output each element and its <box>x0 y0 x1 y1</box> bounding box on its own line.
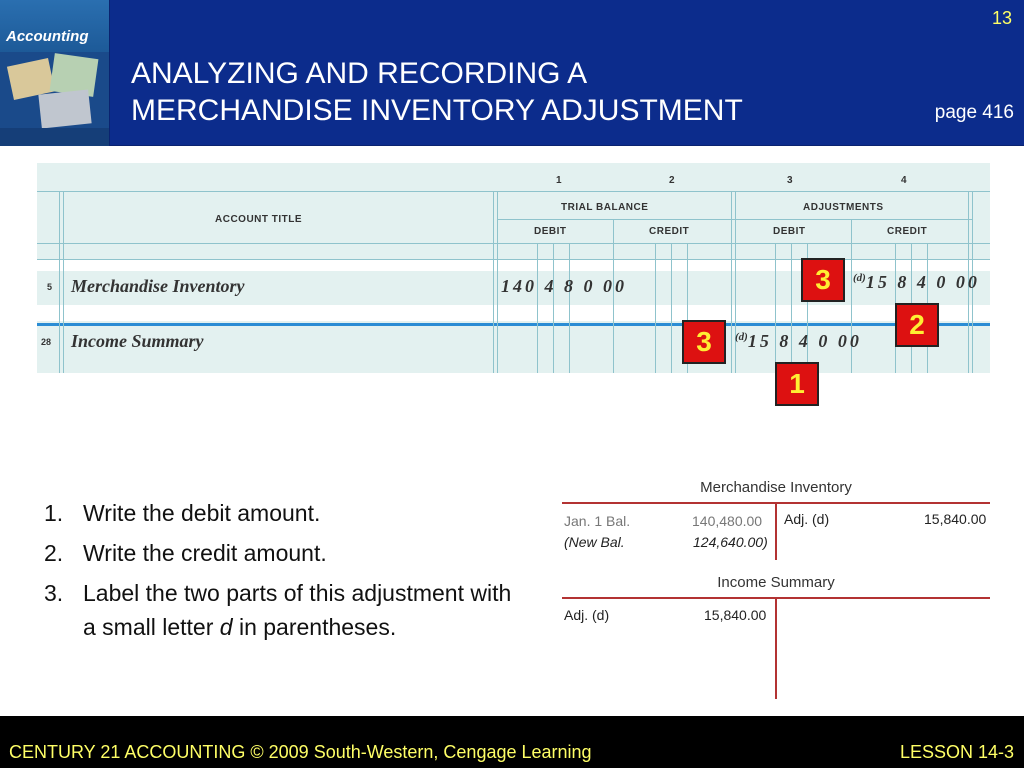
amount-value: 15 8 4 0 00 <box>865 272 980 292</box>
column-number: 4 <box>901 175 908 186</box>
trial-balance-header: TRIAL BALANCE <box>561 202 649 213</box>
callout-step-3: 3 <box>801 258 845 302</box>
step-text: Write the debit amount. <box>83 500 321 526</box>
adjustments-header: ADJUSTMENTS <box>803 202 884 213</box>
worksheet-rule <box>37 323 990 326</box>
worksheet-rule <box>791 243 792 373</box>
step-text-part: in parentheses. <box>232 614 397 640</box>
adj-debit-amount <box>735 331 862 352</box>
slide-title <box>131 55 851 129</box>
slide-title-line2: MERCHANDISE INVENTORY ADJUSTMENT <box>131 94 743 127</box>
t-account-title: Income Summary <box>717 574 835 591</box>
t-account-label: (New Bal. <box>564 534 625 550</box>
account-name: Merchandise Inventory <box>71 276 245 296</box>
step-number: 2. <box>44 540 64 566</box>
book-cover-tile <box>38 89 91 128</box>
worksheet-rule <box>671 243 672 373</box>
worksheet-rule <box>655 243 656 373</box>
slide-number: 13 <box>991 8 1012 28</box>
t-account-amount: 140,480.00 <box>692 513 763 529</box>
slide-title-line1: ANALYZING AND RECORDING A <box>131 57 588 90</box>
slide-header <box>0 0 1024 146</box>
step-number: 1. <box>44 500 64 526</box>
adj-credit-amount <box>853 272 980 293</box>
page-reference: page 416 <box>934 102 1014 123</box>
t-account-amount: 15,840.00 <box>704 607 767 623</box>
step-text-part: Label the two parts of this adjustment with a small letter <box>83 580 512 640</box>
list-item <box>44 576 514 644</box>
worksheet-rule <box>731 191 732 373</box>
step-text-italic: d <box>219 614 233 640</box>
step-text: Write the credit amount. <box>83 540 327 566</box>
t-account-stem <box>775 597 777 699</box>
worksheet-rule <box>569 243 570 373</box>
tb-credit-header: CREDIT <box>649 226 690 237</box>
t-account-label: Adj. (d) <box>564 607 610 623</box>
adjustment-letter: (d) <box>735 331 748 343</box>
worksheet-rule <box>37 191 990 192</box>
worksheet-excerpt <box>37 163 990 375</box>
worksheet-rule <box>493 191 494 373</box>
worksheet-rule <box>497 191 498 373</box>
book-cover-image <box>0 0 110 146</box>
worksheet-rule <box>63 191 64 373</box>
row-number: 5 <box>47 282 53 292</box>
worksheet-rule <box>59 191 60 373</box>
worksheet-rule <box>37 259 990 260</box>
footer-lesson: LESSON 14-3 <box>899 742 1014 762</box>
callout-step-1: 1 <box>775 362 819 406</box>
slide-footer <box>0 716 1024 768</box>
worksheet-rule <box>553 243 554 373</box>
t-account-label: Jan. 1 Bal. <box>564 513 631 529</box>
adjustment-letter: (d) <box>853 272 866 284</box>
column-number: 2 <box>669 175 676 186</box>
worksheet-rule <box>775 243 776 373</box>
row-number: 28 <box>41 337 52 347</box>
worksheet-rule <box>37 243 990 244</box>
callout-step-3: 3 <box>682 320 726 364</box>
step-text <box>83 580 511 640</box>
callout-step-2: 2 <box>895 303 939 347</box>
book-cover-footer <box>0 128 110 146</box>
adj-credit-header: CREDIT <box>887 226 928 237</box>
worksheet-rule <box>537 243 538 373</box>
t-account-title: Merchandise Inventory <box>700 479 852 496</box>
step-number: 3. <box>44 580 64 606</box>
t-accounts <box>562 475 992 705</box>
t-account-stem <box>775 502 777 560</box>
tb-debit-amount: 140 4 8 0 00 <box>501 276 627 296</box>
t-account-amount: 15,840.00 <box>924 511 987 527</box>
instruction-list <box>44 496 514 650</box>
book-cover-title: Accounting <box>6 28 89 45</box>
amount-value: 15 8 4 0 00 <box>747 331 862 351</box>
footer-copyright: CENTURY 21 ACCOUNTING © 2009 South-Western, Cengage Learning <box>9 742 592 762</box>
list-item <box>44 496 514 530</box>
t-account-label: Adj. (d) <box>784 511 830 527</box>
list-item <box>44 536 514 570</box>
t-account-amount: 124,640.00) <box>693 534 768 550</box>
tb-debit-header: DEBIT <box>534 226 567 237</box>
column-number: 1 <box>556 175 563 186</box>
column-number: 3 <box>787 175 794 186</box>
account-name: Income Summary <box>71 331 204 351</box>
adj-debit-header: DEBIT <box>773 226 806 237</box>
account-title-header: ACCOUNT TITLE <box>215 214 303 225</box>
